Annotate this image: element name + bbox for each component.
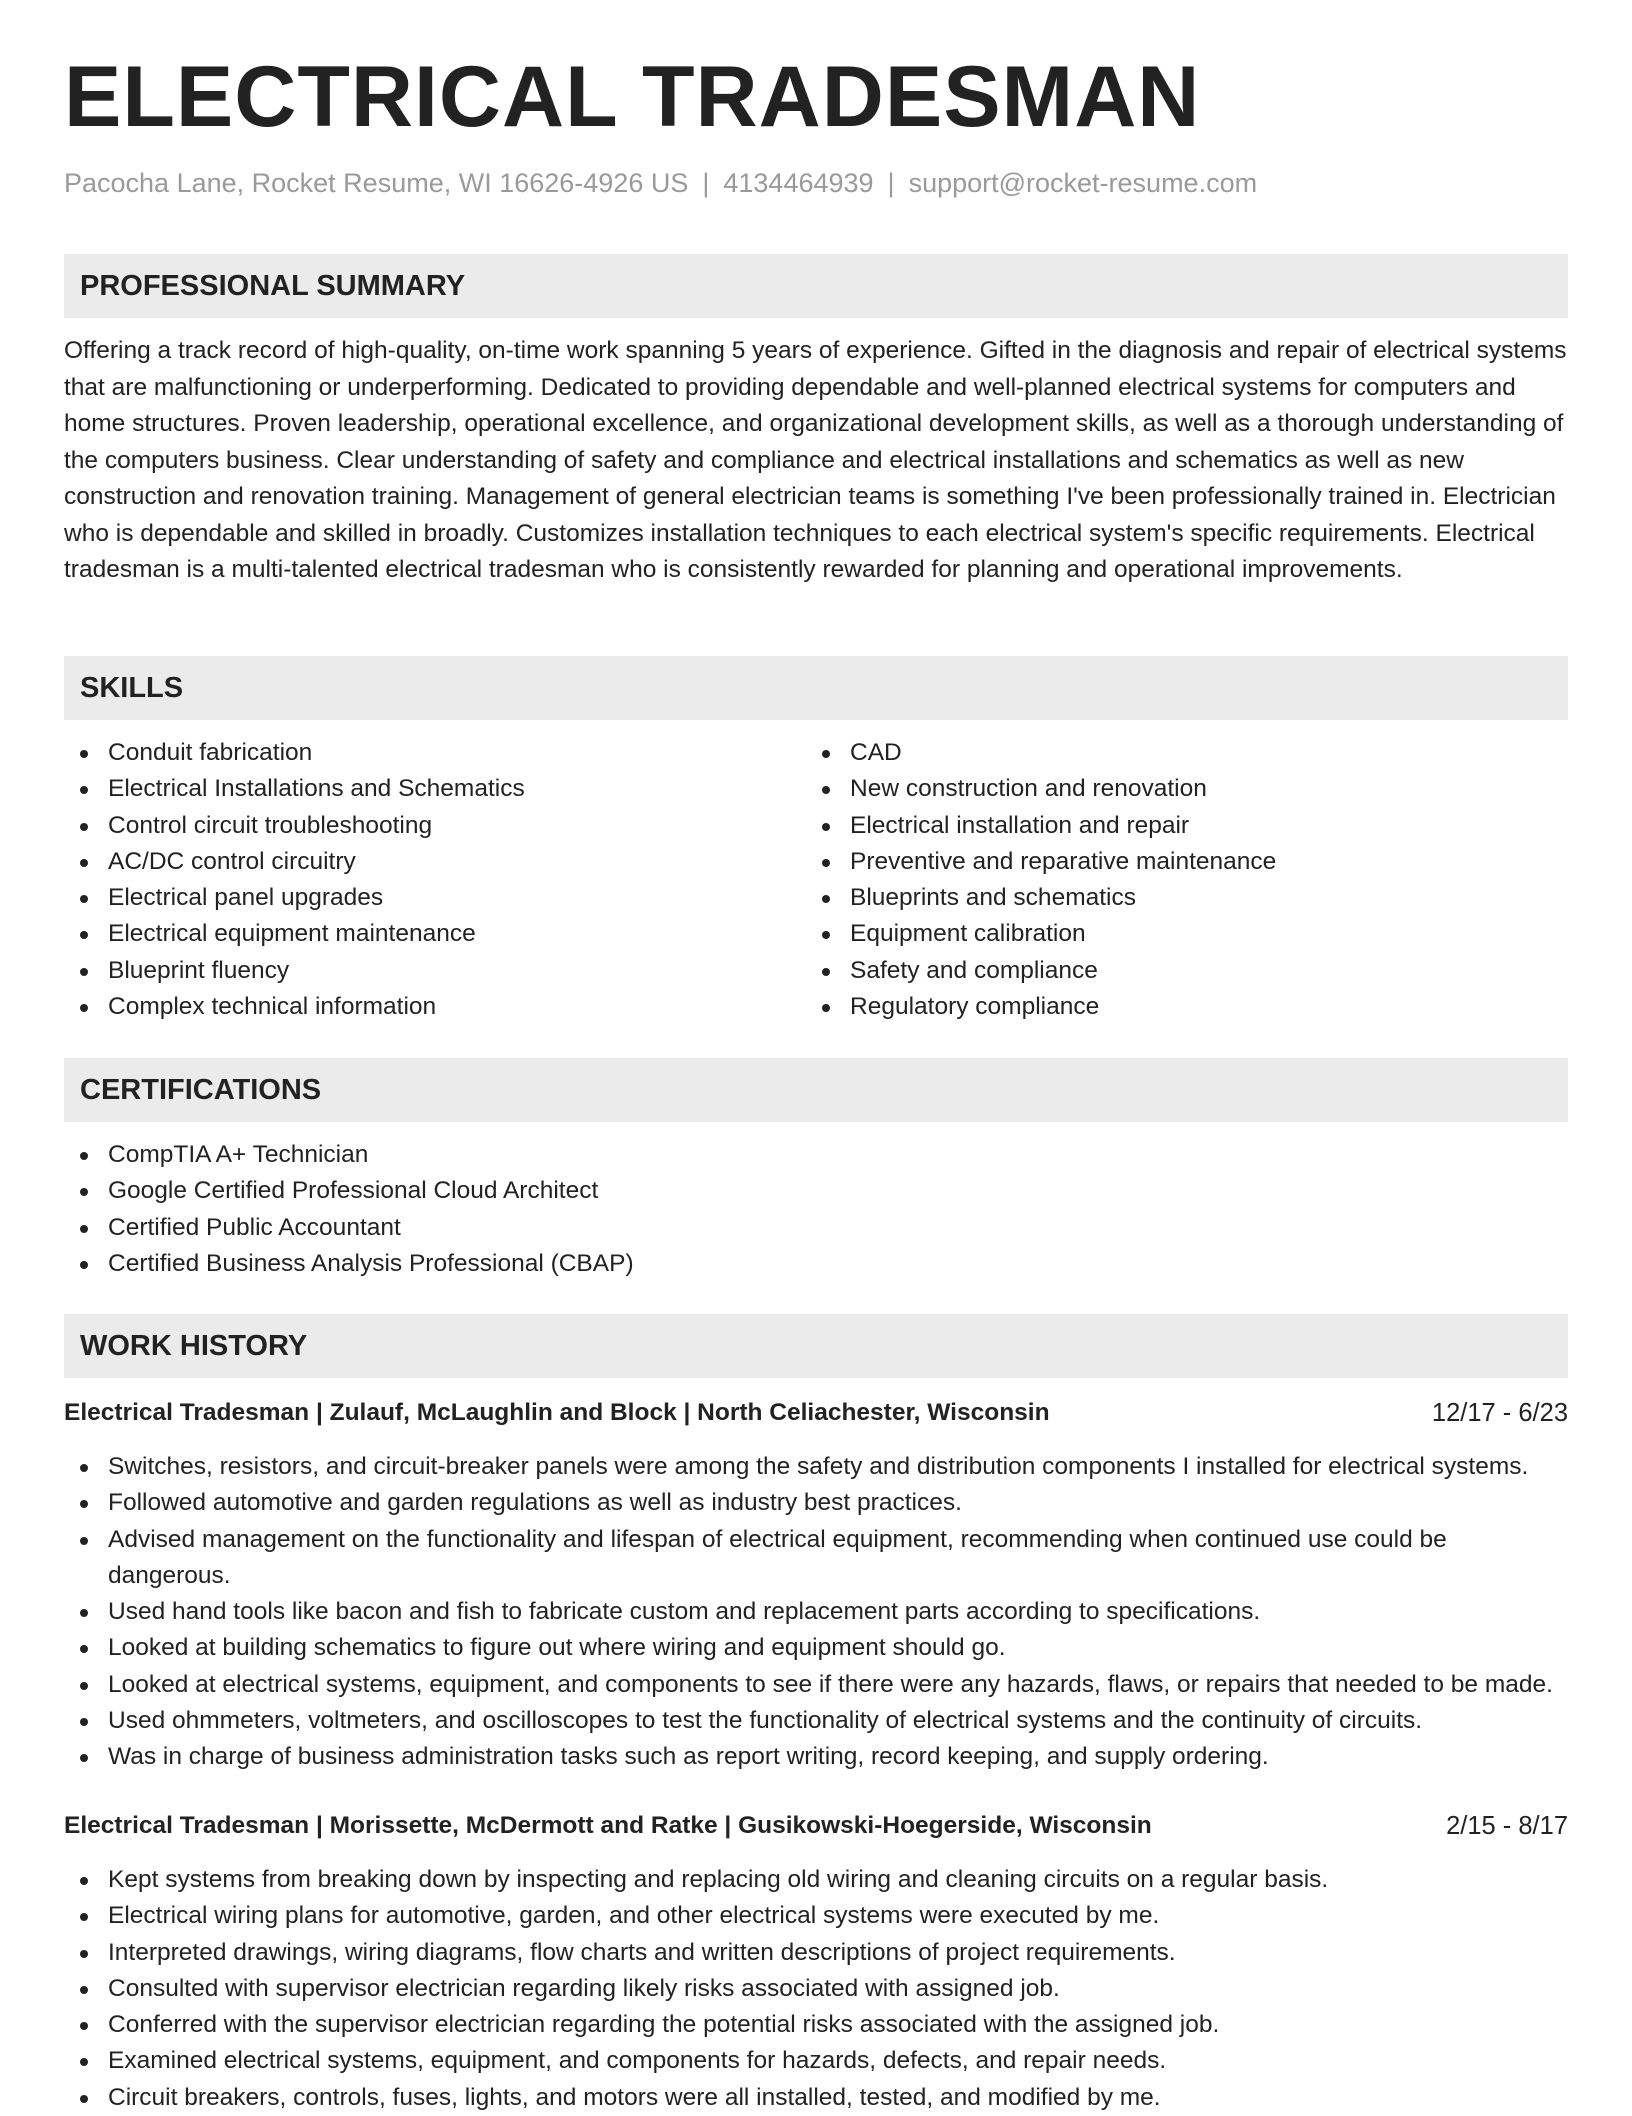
contact-separator: | — [887, 168, 895, 198]
section-heading-certifications: CERTIFICATIONS — [64, 1058, 1568, 1122]
skill-item: Safety and compliance — [806, 953, 1546, 989]
job-bullet: Was in charge of business administration tasks such as report writing, record keeping, and supply ordering. — [64, 1739, 1568, 1775]
skill-item: New construction and renovation — [806, 771, 1546, 807]
job-dates: 12/17 - 6/23 — [1431, 1399, 1568, 1427]
contact-separator: | — [702, 168, 710, 198]
certification-item: Certified Public Accountant — [64, 1210, 1568, 1246]
job-bullet: Looked at electrical systems, equipment, and components to see if there were any hazards, flaws, or repairs that needed to be made. — [64, 1667, 1568, 1703]
job-bullet: Interpreted drawings, wiring diagrams, flow charts and written descriptions of project requirements. — [64, 1935, 1568, 1971]
job-title: Electrical Tradesman | Zulauf, McLaughlin and Block | North Celiachester, Wisconsin — [64, 1399, 1050, 1426]
skill-item: Equipment calibration — [806, 916, 1546, 952]
skill-item: Electrical panel upgrades — [64, 880, 804, 916]
job-bullet: Kept systems from breaking down by inspecting and replacing old wiring and cleaning circuits on a regular basis. — [64, 1862, 1568, 1898]
skill-item: Control circuit troubleshooting — [64, 808, 804, 844]
job-bullet: Advised management on the functionality and lifespan of electrical equipment, recommending when continued use could be dangerous. — [64, 1522, 1568, 1595]
job-bullet: Circuit breakers, controls, fuses, lights, and motors were all installed, tested, and modified by me. — [64, 2080, 1568, 2116]
job-bullet: Examined electrical systems, equipment, and components for hazards, defects, and repair needs. — [64, 2043, 1568, 2079]
skill-item: Electrical Installations and Schematics — [64, 771, 804, 807]
skill-item: Blueprints and schematics — [806, 880, 1546, 916]
section-heading-summary: PROFESSIONAL SUMMARY — [64, 254, 1568, 318]
job-bullet: Electrical wiring plans for automotive, garden, and other electrical systems were executed by me. — [64, 1898, 1568, 1934]
certifications-list — [64, 1137, 1568, 1282]
job-bullet: Used hand tools like bacon and fish to fabricate custom and replacement parts according to specifications. — [64, 1594, 1568, 1630]
skills-list-left — [64, 735, 804, 1025]
section-heading-work-history: WORK HISTORY — [64, 1314, 1568, 1378]
job-bullet-list — [64, 1449, 1568, 1776]
contact-phone: 4134464939 — [723, 168, 874, 198]
skills-list-right — [806, 735, 1546, 1025]
contact-address: Pacocha Lane, Rocket Resume, WI 16626-4926 US — [64, 168, 689, 198]
skill-item: Electrical equipment maintenance — [64, 916, 804, 952]
summary-text: Offering a track record of high-quality, on-time work spanning 5 years of experience. Gifted in the diagnosis and repair of electrical systems that are malfunctioning or underperforming. Dedicated to providing dependable and well-planned electrical systems for computers and home structures. Proven leadership, operational excellence, and organizational development skills, as well as a thorough understanding of the computers business. Clear understanding of safety and compliance and electrical installations and schematics as well as new construction and renovation training. Management of general electrician teams is something I've been professionally trained in. Electrician who is dependable and skilled in broadly. Customizes installation techniques to each electrical system's specific requirements. Electrical tradesman is a multi-talented electrical tradesman who is consistently rewarded for planning and operational improvements. — [64, 337, 1567, 583]
certification-item: CompTIA A+ Technician — [64, 1137, 1568, 1173]
contact-email: support@rocket-resume.com — [908, 168, 1258, 198]
job-bullet: Looked at building schematics to figure out where wiring and equipment should go. — [64, 1630, 1568, 1666]
job-dates: 2/15 - 8/17 — [1446, 1812, 1568, 1840]
job-title: Electrical Tradesman | Morissette, McDermott and Ratke | Gusikowski-Hoegerside, Wisconsin — [64, 1812, 1152, 1839]
job-bullet: Conferred with the supervisor electrician regarding the potential risks associated with the assigned job. — [64, 2007, 1568, 2043]
skill-item: AC/DC control circuitry — [64, 844, 804, 880]
skill-item: Regulatory compliance — [806, 989, 1546, 1025]
skill-item: Conduit fabrication — [64, 735, 804, 771]
skill-item: Preventive and reparative maintenance — [806, 844, 1546, 880]
job-bullet-list — [64, 1862, 1568, 2116]
skill-item: Blueprint fluency — [64, 953, 804, 989]
certification-item: Google Certified Professional Cloud Architect — [64, 1173, 1568, 1209]
skill-item: Complex technical information — [64, 989, 804, 1025]
skill-item: CAD — [806, 735, 1546, 771]
certification-item: Certified Business Analysis Professional (CBAP) — [64, 1246, 1568, 1282]
skill-item: Electrical installation and repair — [806, 808, 1546, 844]
section-heading-skills: SKILLS — [64, 656, 1568, 720]
resume-name: ELECTRICAL TRADESMAN — [64, 49, 1201, 145]
job-bullet: Switches, resistors, and circuit-breaker panels were among the safety and distribution components I installed for electrical systems. — [64, 1449, 1568, 1485]
contact-line — [64, 168, 1257, 199]
job-bullet: Used ohmmeters, voltmeters, and oscilloscopes to test the functionality of electrical systems and the continuity of circuits. — [64, 1703, 1568, 1739]
job-bullet: Followed automotive and garden regulations as well as industry best practices. — [64, 1485, 1568, 1521]
job-bullet: Consulted with supervisor electrician regarding likely risks associated with assigned job. — [64, 1971, 1568, 2007]
